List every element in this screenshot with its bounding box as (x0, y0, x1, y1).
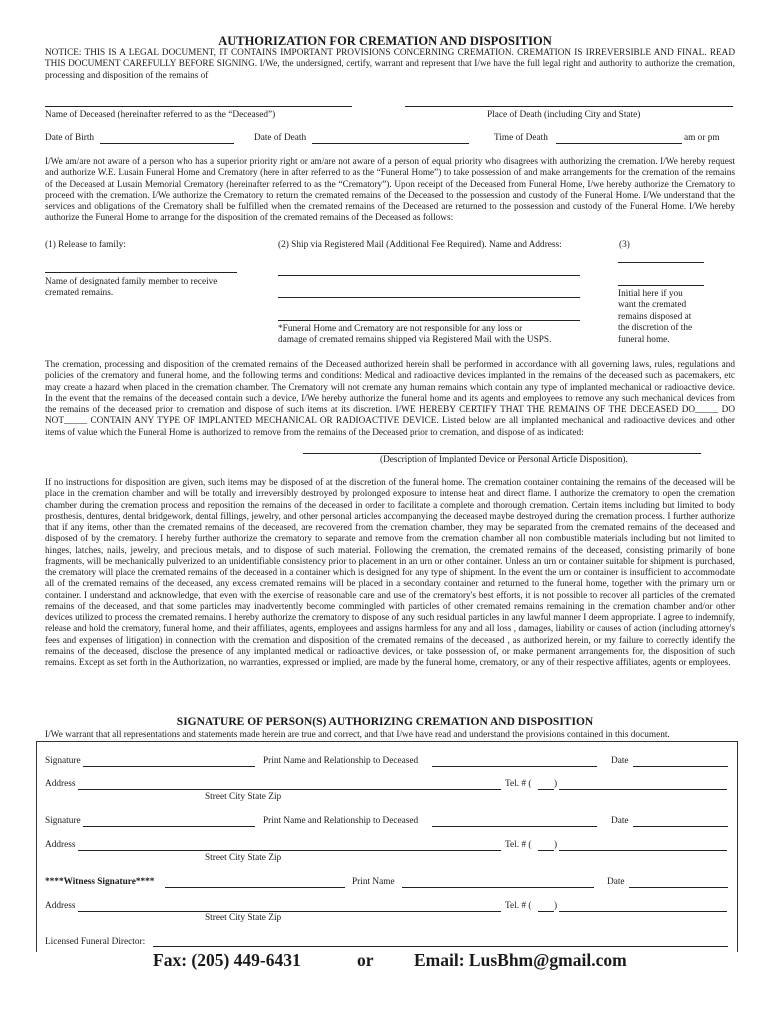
tel-area-field-1[interactable] (538, 789, 554, 790)
date-field-1[interactable] (633, 766, 728, 767)
tod-label: Time of Death (494, 133, 548, 143)
tel-field-2[interactable] (559, 850, 727, 851)
deceased-name-field[interactable] (45, 106, 352, 107)
notice-paragraph: NOTICE: THIS IS A LEGAL DOCUMENT, IT CONTAINS IMPORTANT PROVISIONS CONCERNING CREMATION. CREMATION IS IRREVERSIBLE AND FINAL. READ THIS DOCUMENT CAREFULLY BEFORE SIGNING. I/We, the undersigned, certify, warrant and represent that I/we have the full legal right and authority to authorize the cremation, processing and disposition of the remains of (45, 48, 735, 81)
address-field-2[interactable] (78, 850, 501, 851)
initial-text-5: funeral home. (618, 335, 670, 345)
ship-name-field[interactable] (278, 275, 580, 276)
dob-label: Date of Birth (45, 133, 95, 143)
tel-area-field-2[interactable] (538, 850, 554, 851)
option-three: (3) (619, 240, 630, 250)
device-caption: (Description of Implanted Device or Personal Article Disposition). (380, 455, 628, 465)
dod-label: Date of Death (254, 133, 307, 143)
ship-note-2: damage of cremated remains shipped via Registered Mail with the USPS. (278, 335, 552, 345)
tel-label-2: Tel. # ( (505, 840, 532, 850)
signature-field-2[interactable] (83, 826, 255, 827)
tel-field-1[interactable] (559, 789, 727, 790)
warrant-statement: I/We warrant that all representations and statements made herein are true and correct, and that I/we have read and understand the provisions contained in this document. (45, 730, 670, 740)
street-label-3: Street City State Zip (205, 913, 282, 923)
initial-line-1[interactable] (618, 262, 704, 263)
tel-label-3: Tel. # ( (505, 901, 532, 911)
signature-label-1: Signature (45, 756, 81, 766)
initial-text-3: remains disposed at (618, 312, 692, 322)
witness-date-label: Date (607, 877, 625, 887)
deceased-name-label: Name of Deceased (hereinafter referred to as the “Deceased”) (45, 110, 276, 120)
device-description-field[interactable] (303, 453, 701, 454)
tel-close-3: ) (554, 901, 558, 911)
am-pm-label: am or pm (684, 133, 720, 143)
tel-close-1: ) (554, 779, 558, 789)
address-label-1: Address (45, 779, 76, 789)
witness-date-field[interactable] (629, 887, 728, 888)
tod-field[interactable] (556, 143, 682, 144)
print-relationship-field-2[interactable] (432, 826, 597, 827)
witness-print-name-field[interactable] (402, 887, 594, 888)
tel-close-2: ) (554, 840, 558, 850)
family-label-2: cremated remains. (45, 288, 114, 298)
date-label-2: Date (611, 816, 629, 826)
place-of-death-field[interactable] (405, 106, 733, 107)
ship-note-1: *Funeral Home and Crematory are not responsible for any loss or (278, 324, 523, 334)
street-label-1: Street City State Zip (205, 792, 282, 802)
witness-signature-label: ****Witness Signature**** (45, 877, 155, 887)
option-ship-mail: (2) Ship via Registered Mail (Additional Fee Required). Name and Address: (278, 240, 562, 250)
dob-field[interactable] (100, 143, 234, 144)
street-label-2: Street City State Zip (205, 853, 282, 863)
tel-label-1: Tel. # ( (505, 779, 532, 789)
witness-signature-field[interactable] (165, 887, 345, 888)
witness-print-name-label: Print Name (352, 877, 395, 887)
disposition-paragraph: If no instructions for disposition are given, such items may be disposed of at the discretion of the funeral home. The cremation container containing the remains of the deceased will be place in the cremation chamber and will be totally and irreversibly destroyed by prolonged exposure to intense heat and direct flame. I authorize the crematory to open the cremation chamber during the cremation process and reposition the remains of the deceased in order to facilitate a complete and thorough cremation. Certain items including but limited to body prosthesis, dentures, dental bridgework, dental fillings, jewelry, and other personal articles accompanying the deceased maybe destroyed during the cremation process. I further authorize that if any items, other than the cremated remains of the deceased, are recovered from the cremation chamber, they may be separated from the cremated remains of the deceased and disposed of by the crematory. I hereby further authorize the crematory to separate and remove from the cremation chamber all non combustible materials including but not limited to hinges, latches, nails, jewelry, and precious metals, and to dispose of such material. Following the cremation, the cremated remains of the deceased, consisting primarily of bone fragments, will be mechanically pulverized to an unidentifiable consistency prior to placement in an urn or other container. Unless an urn or container suitable for shipment is purchased, the crematory will place the cremated remains of the deceased in a container which is designed for any type of shipment. In the event the urn or container is insufficient to accommodate all of the cremated remains of the deceased, any excess cremated remains will be placed in a secondary container and returned to the funeral home, together with the primary urn or container. I understand and acknowledge, that even with the exercise of reasonable care and use of the crematory's best efforts, it is not possible to recover all particles of the cremated remains of the deceased, and that some particles may inadvertently become commingled with particles of other cremated remains remaining in the cremation chamber and/or other devices utilized to process the cremated remains. I hereby authorize the crematory to dispose of any such residual particles in any lawful manner I deem appropriate. I agree to indemnify, release and hold the crematory, funeral home, and their affiliates, agents, employees and assigns harmless for any and all loss , damages, liability or causes of action (including attorney's fees and expenses of litigation) in connection with the cremation and disposition of the cremated remains of the deceased , as authorized herein, or my failure to correctly identify the remains of the deceased, disclose the presence of any implanted medical or radioactive devices, or take possession of, or make permanent arrangements for, the disposition of such remains. Except as set forth in the Authorization, no warranties, expressed or implied, are made by the funeral home, crematory, or any of their respective affiliates, agents or employees. (45, 478, 735, 668)
address-label-3: Address (45, 901, 76, 911)
print-relationship-label-2: Print Name and Relationship to Deceased (263, 816, 419, 826)
dod-field[interactable] (312, 143, 469, 144)
email-address[interactable]: Email: LusBhm@gmail.com (414, 950, 627, 970)
option-release-family: (1) Release to family: (45, 240, 126, 250)
footer-or: or (357, 950, 374, 970)
print-relationship-label-1: Print Name and Relationship to Deceased (263, 756, 419, 766)
signature-label-2: Signature (45, 816, 81, 826)
tel-field-3[interactable] (559, 911, 727, 912)
address-field-1[interactable] (78, 789, 501, 790)
address-label-2: Address (45, 840, 76, 850)
ship-address-field-2[interactable] (278, 320, 580, 321)
place-of-death-label: Place of Death (including City and State) (487, 110, 641, 120)
initial-line-2[interactable] (618, 285, 704, 286)
signature-field-1[interactable] (83, 766, 255, 767)
date-field-2[interactable] (633, 826, 728, 827)
priority-paragraph: I/We am/are not aware of a person who has a superior priority right or am/are not aware of a person of equal priority who disagrees with authorizing the cremation. I/We hereby request and authorize W.E. Lusain Funeral Home and Crematory (here in after referred to as the “Funeral Home”) to take possession of and make arrangements for the cremation of the remains of the Deceased at Lusain Memorial Crematory (hereinafter referred to as the “Crematory”). Upon receipt of the Deceased from Funeral Home, I/we hereby authorize the Crematory to proceed with the cremation. I/We authorize the Crematory to return the cremated remains of the Deceased to the possession and custody of the Funeral Home. I/We understand that the services and obligations of the Crematory shall be fulfilled when the cremated remains of the Deceased are returned to the possession and custody of the Funeral Home. I/We hereby authorize the Funeral Home to arrange for the disposition of the cremated remains of the Deceased as follows: (45, 157, 735, 224)
initial-text-4: the discretion of the (618, 323, 693, 333)
family-member-field[interactable] (45, 272, 237, 273)
address-field-3[interactable] (78, 911, 501, 912)
print-relationship-field-1[interactable] (432, 766, 597, 767)
tel-area-field-3[interactable] (538, 911, 554, 912)
initial-text-2: want the cremated (618, 300, 687, 310)
ship-address-field-1[interactable] (278, 297, 580, 298)
funeral-director-label: Licensed Funeral Director: (45, 937, 146, 947)
signature-box (36, 741, 738, 952)
fax-number: Fax: (205) 449-6431 (153, 950, 301, 970)
initial-text-1: Initial here if you (618, 289, 683, 299)
document-title: AUTHORIZATION FOR CREMATION AND DISPOSITION (218, 34, 552, 48)
funeral-director-field[interactable] (153, 946, 728, 947)
family-label-1: Name of designated family member to receive (45, 277, 218, 287)
devices-paragraph: The cremation, processing and disposition of the cremated remains of the Deceased authorized herein shall be performed in accordance with all governing laws, rules, regulations and policies of the crematory and funeral home, and the following terms and conditions: Medical and radioactive devices implanted in the remains of the deceased such as pacemakers, etc may create a hazard when placed in the cremation chamber. The Crematory will not cremate any human remains which contain any type of implanted mechanical or radioactive device. In the event that the remains of the deceased contain such a device, I/We hereby authorize the funeral home and its agents and employees to remove any such mechanical devices from the remains of the deceased prior to cremation and dispose of such items at its discretion. I/WE HEREBY CERTIFY THAT THE REMAINS OF THE DECEASED DO_____ DO NOT_____ CONTAIN ANY TYPE OF IMPLANTED MECHANICAL OR RADIOACTIVE DEVICE. Listed below are all implanted mechanical and radioactive devices and other items of value which the Funeral Home is authorized to remove from the remains of the Deceased prior to cremation, and dispose of as indicated: (45, 360, 735, 438)
signature-section-title: SIGNATURE OF PERSON(S) AUTHORIZING CREMATION AND DISPOSITION (176, 716, 594, 728)
date-label-1: Date (611, 756, 629, 766)
